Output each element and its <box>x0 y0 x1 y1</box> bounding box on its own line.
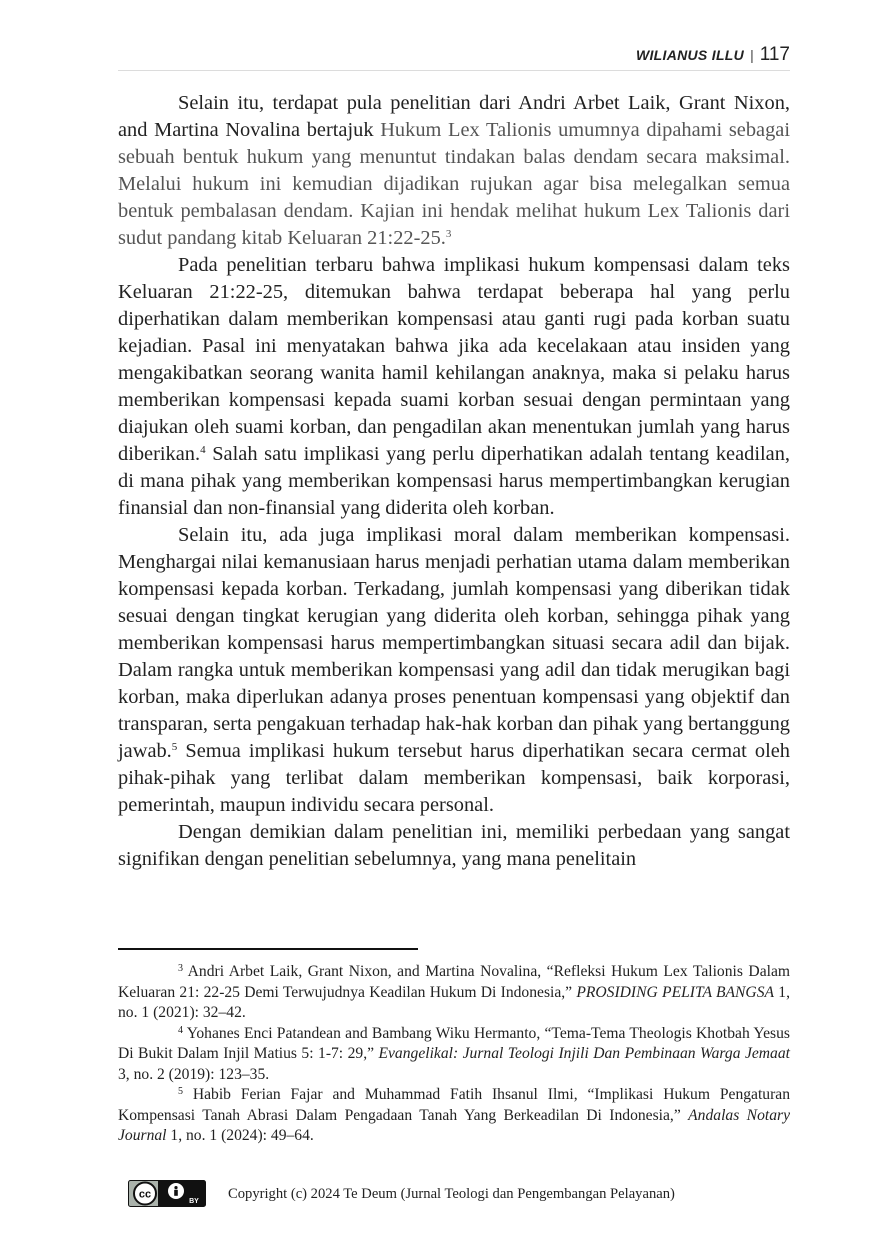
footnote-text: Andri Arbet Laik, Grant Nixon, and Martina Novalina, “Refleksi Hukum Lex Talionis Dalam Keluaran 21: 22-25 Demi Terwujudnya Keadilan Hukum Di Indonesia,” <box>118 963 790 1001</box>
footnote-ref-4: 4 <box>200 444 206 456</box>
footnote-text: Yohanes Enci Patandean and Bambang Wiku Hermanto, “Tema-Tema Theologis Khotbah Yesus Di Bukit Dalam Injil Matius 5: 1-7: 29,” <box>118 1024 790 1062</box>
svg-text:cc: cc <box>138 1188 152 1201</box>
paragraph-3 <box>118 522 790 819</box>
footnote-citation-tail: 1, no. 1 (2021): 32–42. <box>118 983 790 1021</box>
header-author: WILIANUS ILLU <box>635 47 745 63</box>
footnote-journal: Andalas Notary Journal <box>118 1106 790 1144</box>
footnote-citation-tail: 3, no. 2 (2019): 123–35. <box>118 1065 270 1083</box>
footnote-journal: PROSIDING PELITA BANGSA <box>576 983 775 1001</box>
footnote-ref-3: 3 <box>445 228 452 240</box>
paragraph-2-text-a: Pada penelitian terbaru bahwa implikasi hukum kompensasi dalam teks Keluaran 21:22-25, ditemukan bahwa terdapat beberapa hal yang perlu diperhatikan dalam memberikan kompensasi atau ganti rugi pada korban suatu kejadian. Pasal ini menyatakan bahwa jika ada kecelakaan atau insiden yang mengakibatkan seorang wanita hamil kehilangan anaknya, maka si pelaku harus memberikan kompensasi kepada suami korban sesuai dengan permintaan yang diajukan oleh suami korban, dan pengadilan akan menentukan jumlah yang harus diberikan. <box>118 254 790 465</box>
footnote-ref-5: 5 <box>171 741 178 753</box>
paragraph-2-text-b: Salah satu implikasi yang perlu diperhatikan adalah tentang keadilan, di mana pihak yang memberikan kompensasi harus mempertimbangkan kerugian finansial dan non-finansial yang diderita oleh korban. <box>118 443 790 519</box>
paragraph-4 <box>118 819 790 873</box>
running-header <box>118 44 790 66</box>
footnote-text: Habib Ferian Fajar and Muhammad Fatih Ihsanul Ilmi, “Implikasi Hukum Pengaturan Kompensasi Tanah Abrasi Dalam Pengadaan Tanah Yang Berkeadilan Di Indonesia,” <box>118 1086 790 1124</box>
footnote-3 <box>118 962 790 1024</box>
footnote-separator <box>118 948 418 950</box>
paragraph-3-text-b: Semua implikasi hukum tersebut harus diperhatikan secara cermat oleh pihak-pihak yang terlibat dalam memberikan kompensasi, baik korporasi, pemerintah, maupun individu secara personal. <box>118 740 790 816</box>
page-footer <box>128 1180 790 1208</box>
footnote-5 <box>118 1085 790 1147</box>
body-text <box>118 90 790 873</box>
paragraph-2 <box>118 252 790 522</box>
footnote-number: 5 <box>178 1086 183 1097</box>
paragraph-1-quote: Hukum Lex Talionis umumnya dipahami sebagai sebuah bentuk hukum yang menuntut tindakan balas dendam secara maksimal. Melalui hukum ini kemudian dijadikan rujukan agar bisa melegalkan semua bentuk pembalasan dendam. Kajian ini hendak melihat hukum Lex Talionis dari sudut pandang kitab Keluaran 21:22-25. <box>118 119 791 249</box>
paragraph-3-text-a: Selain itu, ada juga implikasi moral dalam memberikan kompensasi. Menghargai nilai kemanusiaan harus menjadi perhatian utama dalam memberikan kompensasi kepada korban. Terkadang, jumlah kompensasi yang diberikan tidak sesuai dengan tingkat kerugian yang diderita oleh korban, sehingga pihak yang memberikan kompensasi harus mempertimbangkan situasi secara adil dan bijak. Dalam rangka untuk memberikan kompensasi yang adil dan tidak merugikan bagi korban, maka diperlukan adanya proses penentuan kompensasi yang objektif dan transparan, serta pengakuan terhadap hak-hak korban dan pihak yang bertanggung jawab. <box>118 524 790 762</box>
paragraph-1-intro: Selain itu, terdapat pula penelitian dari Andri Arbet Laik, Grant Nixon, and Martina Novalina bertajuk <box>118 92 790 141</box>
header-divider <box>118 70 790 71</box>
page-number: 117 <box>759 44 790 65</box>
header-separator: | <box>750 47 754 63</box>
cc-by-icon <box>128 1180 206 1207</box>
footnote-number: 4 <box>178 1024 183 1036</box>
footnote-citation-tail: 1, no. 1 (2024): 49–64. <box>166 1127 314 1144</box>
paragraph-1 <box>118 90 790 252</box>
footnote-number: 3 <box>178 963 183 974</box>
badge-by-label: BY <box>189 1198 199 1205</box>
copyright-notice: Copyright (c) 2024 Te Deum (Jurnal Teologi dan Pengembangan Pelayanan) <box>228 1186 675 1202</box>
footnote-journal: Evangelikal: Jurnal Teologi Injili Dan Pembinaan Warga Jemaat <box>378 1045 790 1062</box>
footnotes <box>118 962 790 1147</box>
paragraph-4-text: Dengan demikian dalam penelitian ini, memiliki perbedaan yang sangat signifikan dengan penelitian sebelumnya, yang mana penelitain <box>118 821 790 870</box>
footnote-4 <box>118 1024 790 1086</box>
